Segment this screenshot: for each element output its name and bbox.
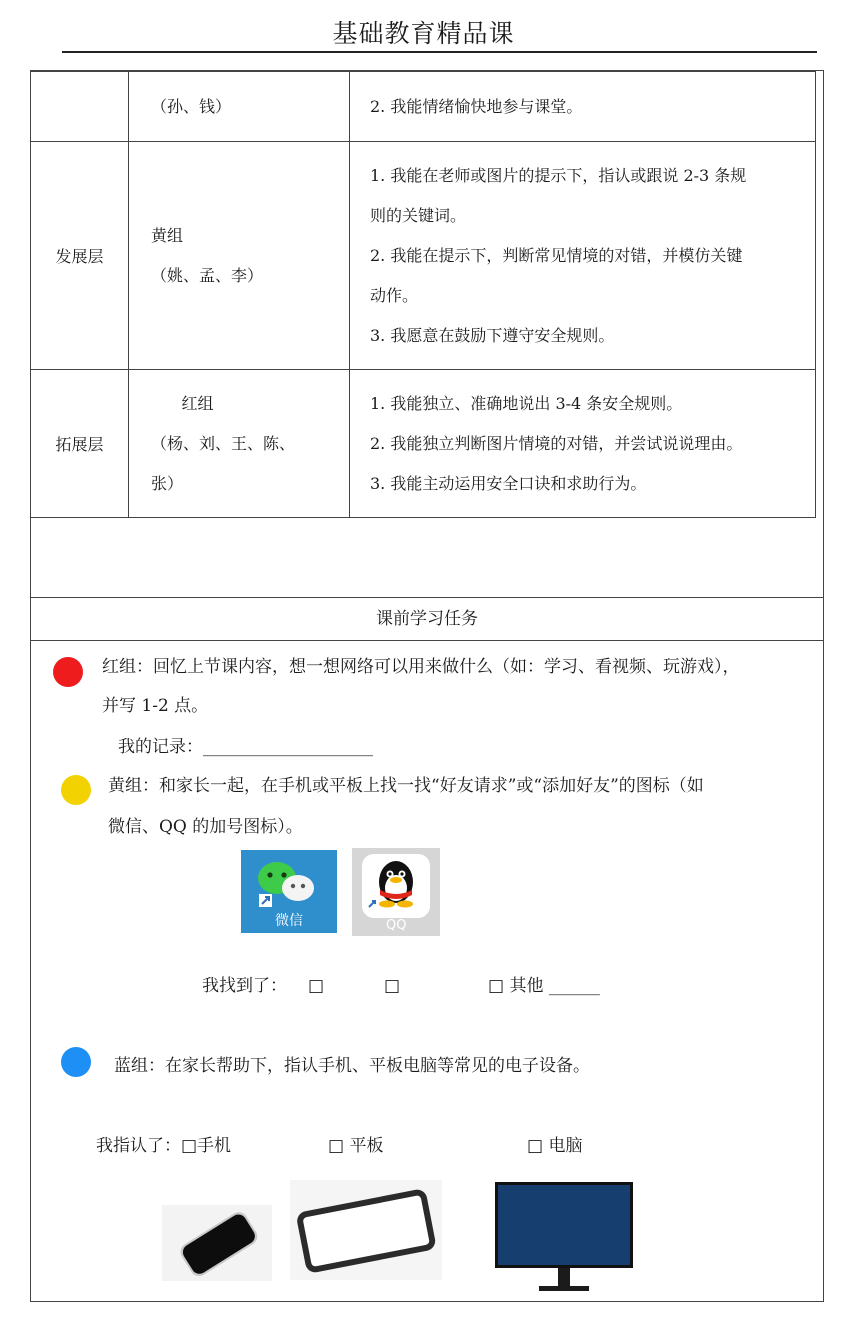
section-divider <box>30 640 824 641</box>
wechat-label: 微信 <box>275 913 303 929</box>
blue-task-line1: 蓝组：在家长帮助下，指认手机、平板电脑等常见的电子设备。 <box>114 1056 590 1076</box>
goal-line: 2. 我能在提示下，判断常见情境的对错，并模仿关键 <box>370 245 743 265</box>
goal-line: 则的关键词。 <box>370 205 467 225</box>
group-line: 红组 <box>151 393 214 413</box>
goal-line: 2. 我能独立判断图片情境的对错，并尝试说说理由。 <box>370 433 743 453</box>
red-record-field[interactable]: 我的记录：____________________ <box>118 737 373 757</box>
monitor-image <box>493 1180 635 1300</box>
found-checkbox-2[interactable]: □ <box>384 976 401 996</box>
goal-line: 1. 我能在老师或图片的提示下，指认或跟说 2-3 条规 <box>370 165 747 185</box>
page-header-title: 基础教育精品课 <box>332 19 515 48</box>
group-line: 张） <box>151 473 184 493</box>
level-cell: 拓展层 <box>31 370 129 518</box>
yellow-task-line2: 微信、QQ 的加号图标）。 <box>108 817 303 837</box>
pointed-phone-checkbox[interactable]: 我指认了：□手机 <box>96 1136 232 1156</box>
group-line: （杨、刘、王、陈、 <box>151 433 296 453</box>
yellow-task-line1: 黄组：和家长一起，在手机或平板上找一找“好友请求”或“添加好友”的图标（如 <box>108 776 704 796</box>
task-section-title: 课前学习任务 <box>376 609 478 629</box>
goal-cell <box>350 142 816 370</box>
goal-line: 2. 我能情绪愉快地参与课堂。 <box>370 96 583 116</box>
table-row <box>31 370 816 518</box>
goal-line: 动作。 <box>370 285 419 305</box>
yellow-dot-icon <box>61 775 91 805</box>
goal-line: 3. 我能主动运用安全口诀和求助行为。 <box>370 473 647 493</box>
phone-image <box>162 1205 272 1281</box>
group-cell <box>129 370 350 518</box>
table-row <box>31 142 816 370</box>
goal-line: 1. 我能独立、准确地说出 3-4 条安全规则。 <box>370 393 683 413</box>
blue-dot-icon <box>61 1047 91 1077</box>
pointed-computer-checkbox[interactable]: □ 电脑 <box>527 1136 583 1156</box>
header-rule <box>62 51 817 53</box>
group-line: 黄组 <box>151 225 184 245</box>
found-checkbox-other[interactable]: □ 其他 ______ <box>488 976 600 996</box>
found-checkbox-1[interactable]: □ <box>308 976 325 996</box>
tablet-image <box>290 1180 442 1280</box>
goal-line: 3. 我愿意在鼓励下遵守安全规则。 <box>370 325 615 345</box>
found-label: 我找到了： <box>202 976 287 996</box>
group-line: （姚、孟、李） <box>151 265 264 285</box>
level-cell: 发展层 <box>31 142 129 370</box>
goal-cell <box>350 370 816 518</box>
qq-label: QQ <box>386 918 407 933</box>
group-cell <box>129 72 350 142</box>
red-dot-icon <box>53 657 83 687</box>
group-line: （孙、钱） <box>151 96 232 116</box>
levels-table <box>30 71 816 518</box>
wechat-icon <box>241 850 337 933</box>
table-row <box>31 72 816 142</box>
red-task-line1: 红组：回忆上节课内容，想一想网络可以用来做什么（如：学习、看视频、玩游戏）， <box>102 657 740 677</box>
qq-icon <box>352 848 440 936</box>
level-cell <box>31 72 129 142</box>
red-task-line2: 并写 1-2 点。 <box>102 696 209 716</box>
pointed-tablet-checkbox[interactable]: □ 平板 <box>328 1136 384 1156</box>
goal-cell <box>350 72 816 142</box>
group-cell <box>129 142 350 370</box>
